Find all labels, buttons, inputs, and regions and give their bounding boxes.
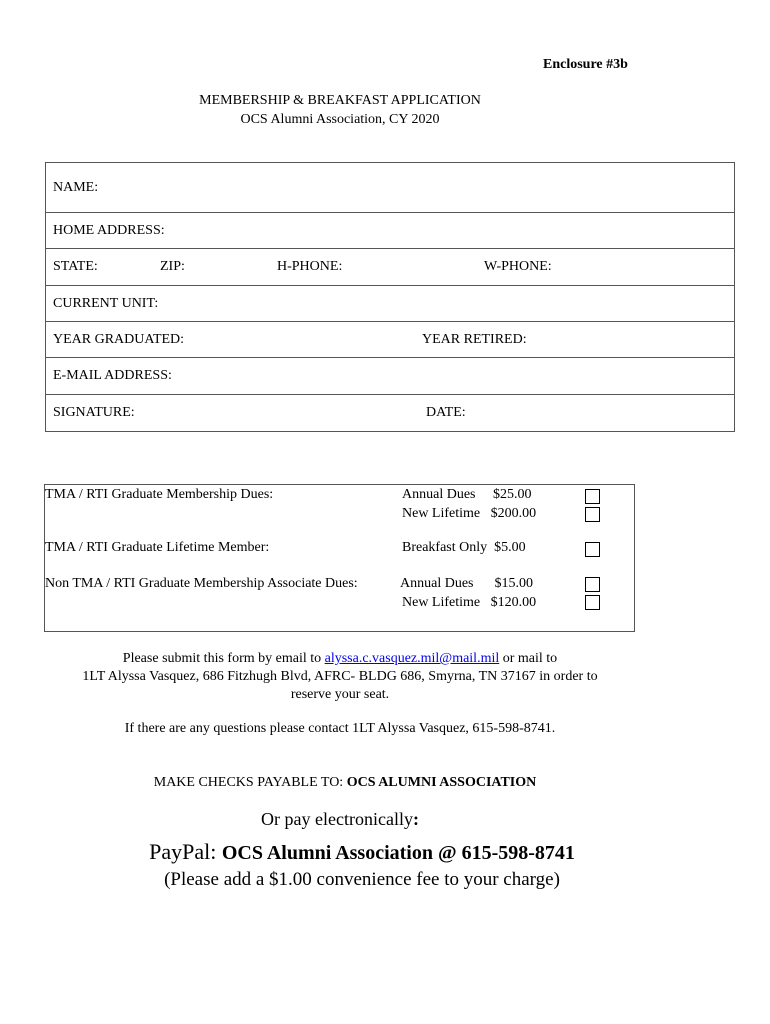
email-row[interactable] <box>46 357 734 394</box>
submit-line <box>0 650 680 668</box>
convenience-fee-note: (Please add a $1.00 convenience fee to your charge) <box>164 869 560 890</box>
graduate-annual-dues-option: Annual Dues $25.00 <box>402 487 532 502</box>
applicant-info-table <box>45 162 735 432</box>
paypal-account: OCS Alumni Association @ 615-598-8741 <box>221 842 575 864</box>
submit-prefix: Please submit this form by email to <box>122 651 325 666</box>
email-link[interactable]: alyssa.c.vasquez.mil@mail.mil <box>324 651 500 666</box>
questions-contact: If there are any questions please contact 1LT Alyssa Vasquez, 615-598-8741. <box>124 721 556 736</box>
h-phone-label: H-PHONE: <box>277 259 343 274</box>
breakfast-only-checkbox[interactable] <box>585 542 600 557</box>
name-label: NAME: <box>53 179 99 195</box>
paypal-label: PayPal: <box>149 839 222 864</box>
checks-payable <box>0 774 690 792</box>
year-graduated-label: YEAR GRADUATED: <box>53 331 185 347</box>
current-unit-label: CURRENT UNIT: <box>53 295 159 311</box>
date-label: DATE: <box>426 405 466 420</box>
contact-row[interactable] <box>46 248 734 285</box>
associate-annual-dues-checkbox[interactable] <box>585 577 600 592</box>
associate-new-lifetime-option: New Lifetime $120.00 <box>402 595 537 610</box>
or-pay-colon: : <box>412 809 419 829</box>
associate-annual-dues-option: Annual Dues $15.00 <box>400 576 533 591</box>
checks-prefix: MAKE CHECKS PAYABLE TO: <box>153 775 347 790</box>
graduate-lifetime-member-label: TMA / RTI Graduate Lifetime Member: <box>45 540 270 555</box>
document-title: MEMBERSHIP & BREAKFAST APPLICATION <box>199 93 481 108</box>
graduate-new-lifetime-option: New Lifetime $200.00 <box>402 506 537 521</box>
graduate-membership-dues-label: TMA / RTI Graduate Membership Dues: <box>45 487 274 502</box>
associate-new-lifetime-checkbox[interactable] <box>585 595 600 610</box>
reserve-line: reserve your seat. <box>290 687 390 702</box>
year-retired-label: YEAR RETIRED: <box>422 331 527 347</box>
checks-payee: OCS ALUMNI ASSOCIATION <box>346 775 537 790</box>
years-row[interactable] <box>46 321 734 357</box>
or-pay-text: Or pay electronically <box>261 809 413 829</box>
home-address-row[interactable] <box>46 212 734 248</box>
paypal-line <box>0 839 724 864</box>
submit-suffix: or mail to <box>499 651 558 666</box>
state-label: STATE: <box>53 259 98 274</box>
zip-label: ZIP: <box>160 259 185 274</box>
associate-dues-label: Non TMA / RTI Graduate Membership Associate Dues: <box>45 576 358 591</box>
graduate-new-lifetime-checkbox[interactable] <box>585 507 600 522</box>
breakfast-only-option: Breakfast Only $5.00 <box>402 540 526 555</box>
or-pay-electronically <box>0 810 680 828</box>
email-address-label: E-MAIL ADDRESS: <box>53 368 172 383</box>
dues-selection-box <box>44 484 635 632</box>
name-row[interactable] <box>46 163 734 212</box>
submit-instructions <box>0 650 680 704</box>
current-unit-row[interactable] <box>46 285 734 321</box>
signature-row[interactable] <box>46 394 734 431</box>
home-address-label: HOME ADDRESS: <box>53 222 165 238</box>
document-subtitle: OCS Alumni Association, CY 2020 <box>240 112 440 127</box>
signature-label: SIGNATURE: <box>53 405 135 420</box>
w-phone-label: W-PHONE: <box>484 259 552 274</box>
graduate-annual-dues-checkbox[interactable] <box>585 489 600 504</box>
document-title-block <box>0 91 680 129</box>
mail-address-line: 1LT Alyssa Vasquez, 686 Fitzhugh Blvd, AFRC- BLDG 686, Smyrna, TN 37167 in order to <box>82 669 598 684</box>
enclosure-label: Enclosure #3b <box>543 57 628 72</box>
